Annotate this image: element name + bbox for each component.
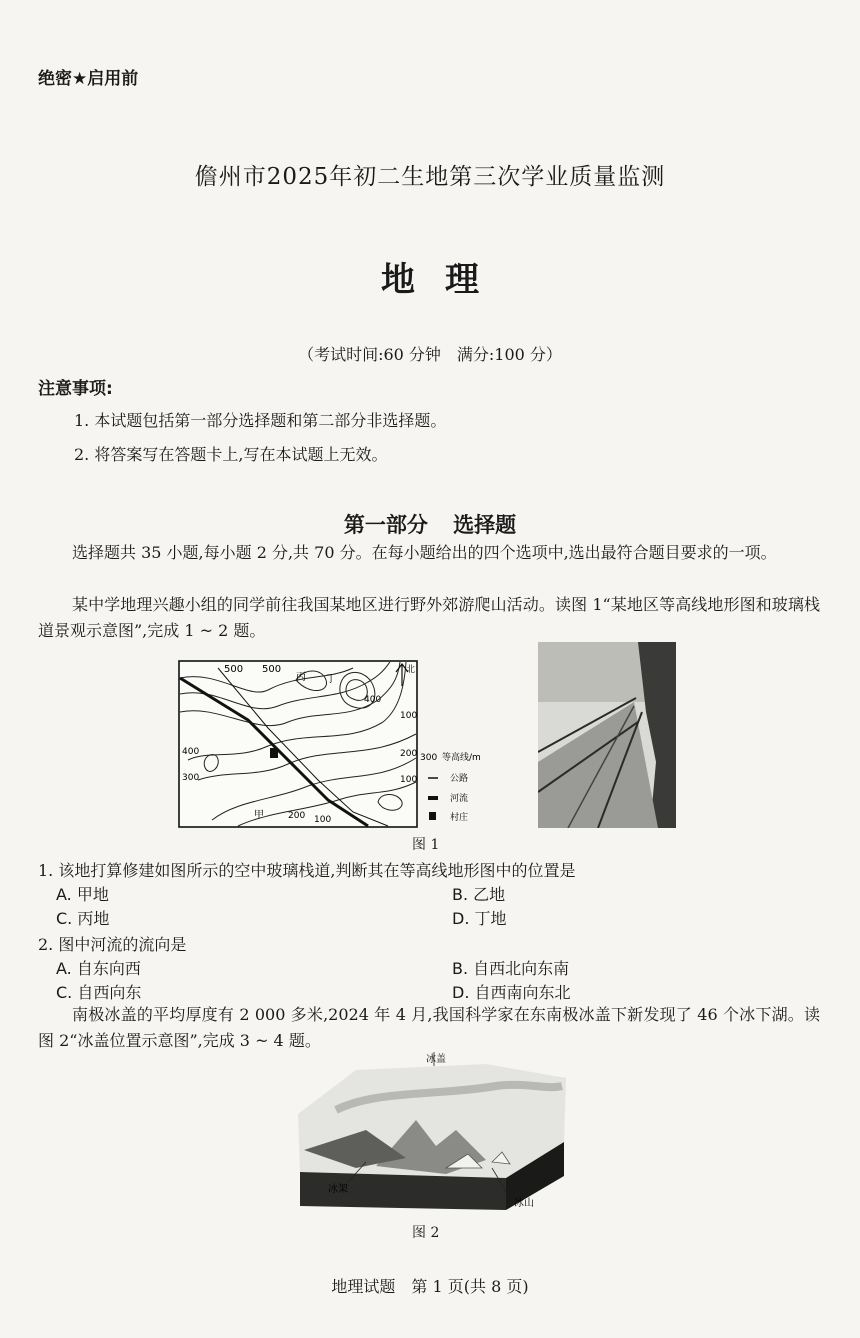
notice-item-1: 1. 本试题包括第一部分选择题和第二部分非选择题。 — [74, 411, 447, 430]
q2-option-c: C. 自西向东 — [56, 983, 142, 1002]
north-label: 北 — [406, 665, 416, 675]
ice-sheet-diagram — [296, 1050, 568, 1218]
contour-label: 200 — [400, 749, 418, 759]
ice-shelf-label: 冰架 — [328, 1184, 348, 1195]
contour-map — [178, 660, 418, 828]
q1-option-d: D. 丁地 — [452, 909, 507, 928]
contour-label: 100 — [400, 711, 418, 721]
map-frame — [179, 661, 417, 827]
ice-sheet-label: 冰盖 — [426, 1054, 446, 1065]
page-footer: 地理试题 第 1 页(共 8 页) — [331, 1277, 529, 1296]
place-label-ding: 丁 — [326, 674, 336, 685]
place-label-bing: 丙 — [296, 672, 306, 683]
part1-title: 第一部分 选择题 — [343, 513, 517, 537]
q1-option-a: A. 甲地 — [56, 885, 109, 904]
contour-label: 400 — [182, 747, 200, 757]
glass-walkway-photo — [538, 642, 676, 828]
legend-village-symbol — [429, 812, 436, 820]
iceberg-label: 冰山 — [514, 1198, 534, 1209]
figure2-caption: 图 2 — [412, 1225, 440, 1241]
part1-intro: 选择题共 35 小题,每小题 2 分,共 70 分。在每小题给出的四个选项中,选出最符合题目要求的一项。 — [72, 543, 777, 562]
contour-label: 500 — [224, 664, 244, 675]
map-legend — [420, 748, 508, 828]
figure1-caption: 图 1 — [412, 837, 440, 853]
contour-label: 100 — [400, 775, 418, 785]
legend-river-label: 河流 — [450, 794, 469, 804]
legend-village-label: 村庄 — [450, 813, 469, 823]
contour-label: 300 — [182, 773, 200, 783]
question-2-stem: 2. 图中河流的流向是 — [38, 935, 187, 954]
contour-label: 500 — [262, 664, 282, 675]
legend-contour-label: 等高线/m — [442, 753, 481, 763]
notice-item-2: 2. 将答案写在答题卡上,写在本试题上无效。 — [74, 445, 388, 464]
q2-option-d: D. 自西南向东北 — [452, 983, 571, 1002]
context-paragraph-1: 某中学地理兴趣小组的同学前往我国某地区进行野外郊游爬山活动。读图 1“某地区等高线地形图和玻璃栈道景观示意图”,完成 1 ~ 2 题。 — [38, 595, 820, 640]
q2-option-b: B. 自西北向东南 — [452, 959, 570, 978]
q1-option-c: C. 丙地 — [56, 909, 110, 928]
q1-option-b: B. 乙地 — [452, 885, 506, 904]
contour-label: 100 — [314, 815, 332, 825]
place-label-jia: 甲 — [254, 810, 264, 821]
legend-road-label: 公路 — [450, 774, 469, 784]
contour-label: 200 — [288, 811, 306, 821]
confidential-mark: 绝密★启用前 — [38, 69, 139, 89]
exam-time-info: （考试时间:60 分钟 满分:100 分） — [298, 345, 562, 364]
village-symbol — [270, 748, 278, 758]
question-1-stem: 1. 该地打算修建如图所示的空中玻璃栈道,判断其在等高线地形图中的位置是 — [38, 861, 576, 880]
contour-label: 400 — [364, 695, 382, 705]
subject-title: 地理 — [381, 260, 509, 300]
q2-option-a: A. 自东向西 — [56, 959, 141, 978]
context-paragraph-2: 南极冰盖的平均厚度有 2 000 多米,2024 年 4 月,我国科学家在东南极冰盖下新发现了 46 个冰下湖。读图 2“冰盖位置示意图”,完成 3 ~ 4 题。 — [38, 1005, 820, 1050]
legend-contour-symbol: 300 — [420, 753, 438, 763]
notice-heading: 注意事项: — [38, 379, 113, 399]
exam-title: 儋州市2025年初二生地第三次学业质量监测 — [194, 164, 666, 190]
